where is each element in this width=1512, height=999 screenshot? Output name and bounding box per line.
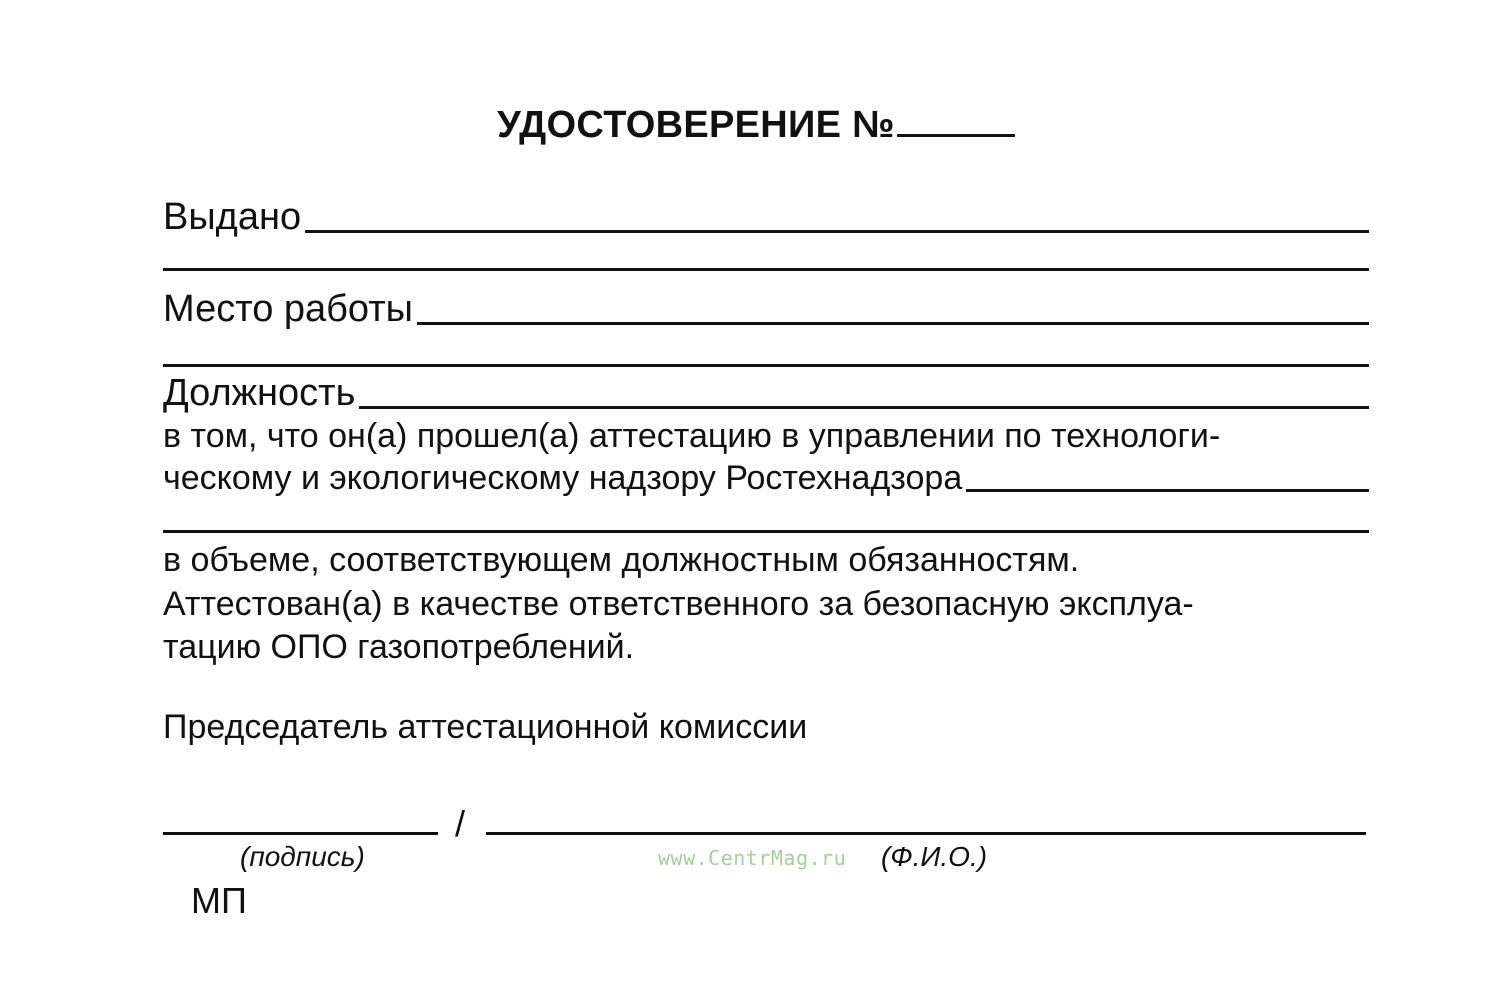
position-row <box>163 374 1369 412</box>
stamp-place-label: МП <box>191 880 247 921</box>
position-label: Должность <box>163 372 356 414</box>
inspection-body-blank[interactable] <box>966 489 1369 492</box>
issued-to-continuation-blank[interactable] <box>163 268 1369 271</box>
position-blank[interactable] <box>359 406 1369 409</box>
signature-blank[interactable] <box>163 832 438 835</box>
workplace-continuation-blank[interactable] <box>163 364 1369 367</box>
workplace-blank[interactable] <box>417 322 1369 325</box>
signature-caption: (подпись) <box>240 841 365 872</box>
workplace-row <box>163 290 1369 328</box>
watermark: www.CentrMag.ru <box>658 846 847 870</box>
form-title <box>0 104 1512 147</box>
body-line-1: в том, что он(а) прошел(а) аттестацию в управлении по технологи- <box>163 417 1221 455</box>
workplace-label: Место работы <box>163 288 413 330</box>
issued-to-blank[interactable] <box>305 230 1369 233</box>
full-name-caption: (Ф.И.О.) <box>881 841 988 872</box>
issued-to-label: Выдано <box>163 196 302 238</box>
form-title-text: УДОСТОВЕРЕНИЕ № <box>497 104 895 146</box>
inspection-body-continuation-blank[interactable] <box>163 530 1369 533</box>
body-line-4: Аттестован(а) в качестве ответственного за безопасную эксплуа- <box>163 585 1194 623</box>
certificate-number-blank[interactable] <box>897 104 1015 137</box>
body-line-2-row <box>163 461 1369 495</box>
full-name-blank[interactable] <box>486 832 1366 835</box>
body-line-5: тацию ОПО газопотреблений. <box>163 628 635 666</box>
signature-separator: / <box>455 803 466 844</box>
issued-to-row <box>163 198 1369 236</box>
body-line-2: ческому и экологическому надзору Ростехнадзора <box>163 459 963 497</box>
body-line-3: в объеме, соответствующем должностным обязанностям. <box>163 541 1080 579</box>
chairman-label: Председатель аттестационной комиссии <box>163 708 808 746</box>
